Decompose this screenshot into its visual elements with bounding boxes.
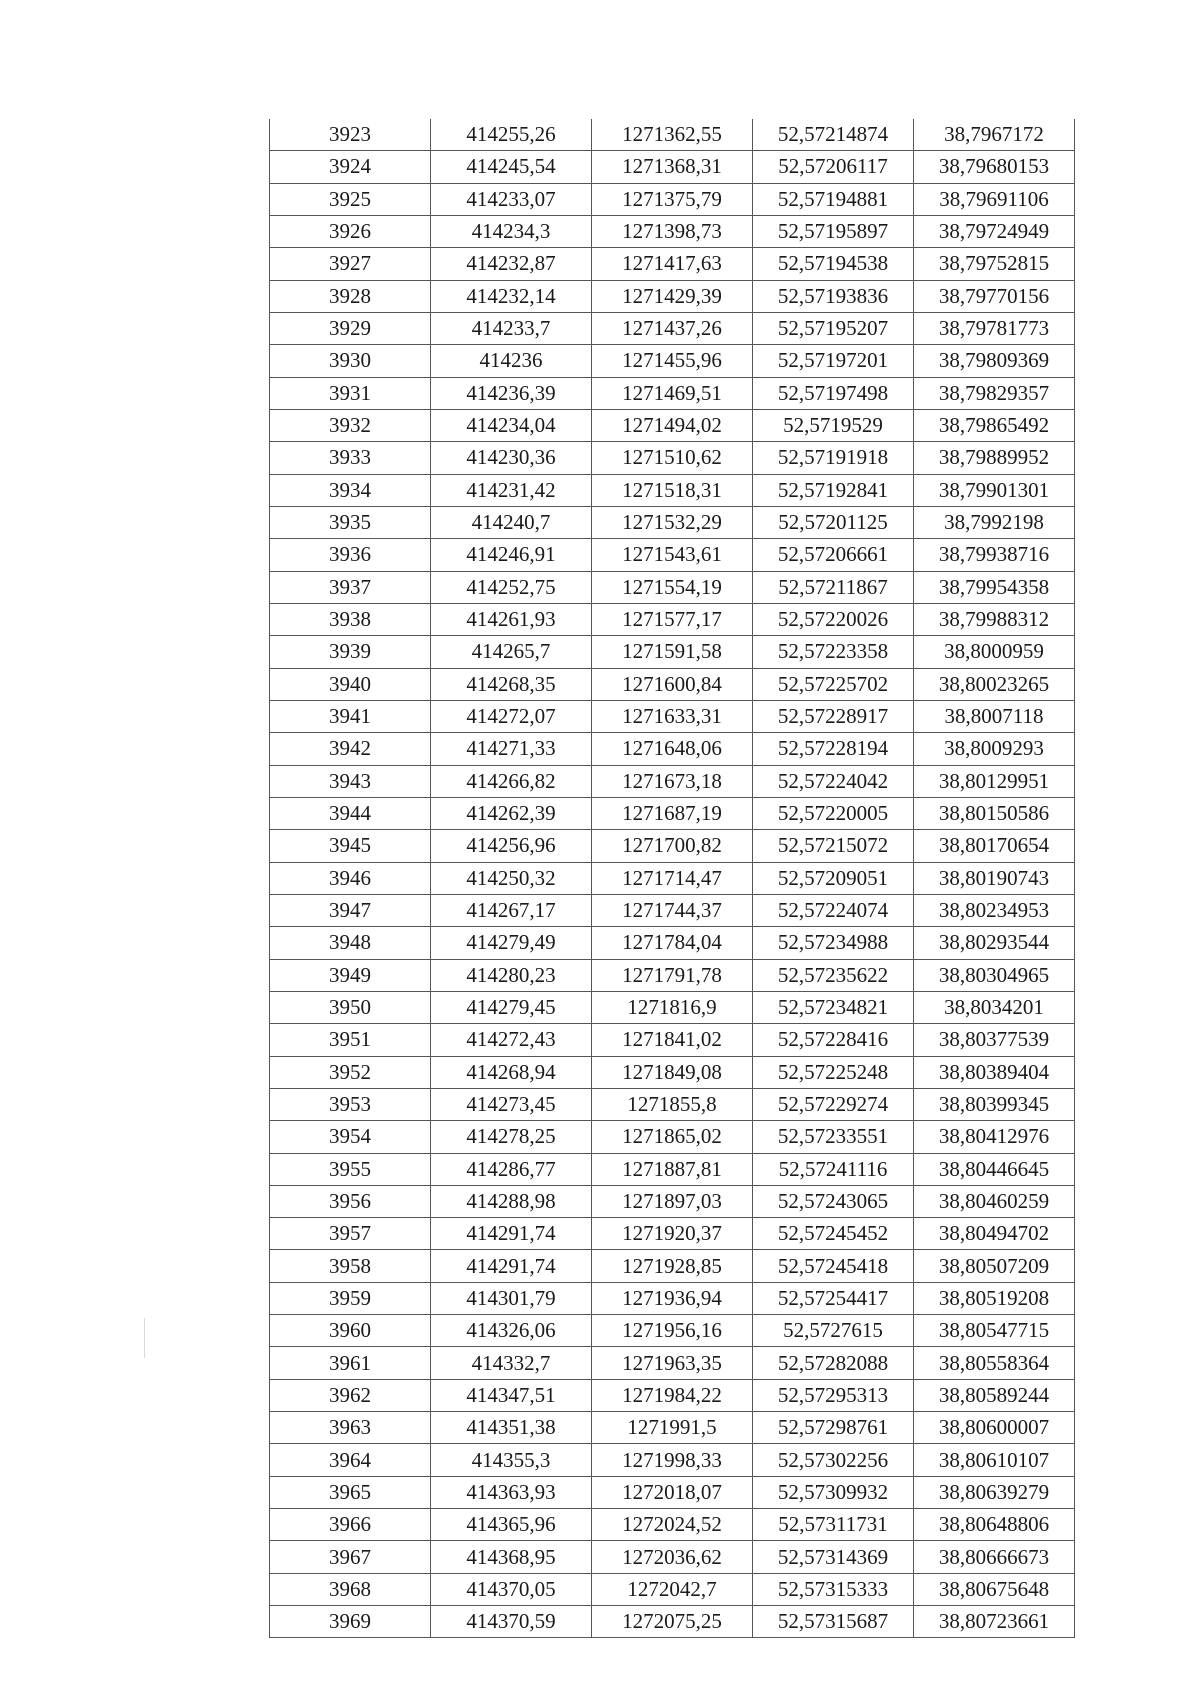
x-coordinate-cell: 414232,87 — [431, 248, 592, 280]
y-coordinate-cell: 1271791,78 — [592, 959, 753, 991]
point-number-cell: 3962 — [270, 1379, 431, 1411]
table-row — [270, 1185, 1075, 1217]
point-number-cell: 3930 — [270, 345, 431, 377]
latitude-cell: 52,57235622 — [753, 959, 914, 991]
x-coordinate-cell: 414245,54 — [431, 151, 592, 183]
y-coordinate-cell: 1271963,35 — [592, 1347, 753, 1379]
y-coordinate-cell: 1271991,5 — [592, 1412, 753, 1444]
longitude-cell: 38,80446645 — [914, 1153, 1075, 1185]
y-coordinate-cell: 1271429,39 — [592, 280, 753, 312]
point-number-cell: 3936 — [270, 539, 431, 571]
x-coordinate-cell: 414355,3 — [431, 1444, 592, 1476]
latitude-cell: 52,57194538 — [753, 248, 914, 280]
x-coordinate-cell: 414255,26 — [431, 119, 592, 151]
y-coordinate-cell: 1271855,8 — [592, 1088, 753, 1120]
table-row — [270, 1218, 1075, 1250]
point-number-cell: 3927 — [270, 248, 431, 280]
table-row — [270, 539, 1075, 571]
latitude-cell: 52,57309932 — [753, 1476, 914, 1508]
x-coordinate-cell: 414365,96 — [431, 1509, 592, 1541]
y-coordinate-cell: 1271518,31 — [592, 474, 753, 506]
table-row — [270, 571, 1075, 603]
y-coordinate-cell: 1272024,52 — [592, 1509, 753, 1541]
x-coordinate-cell: 414240,7 — [431, 506, 592, 538]
x-coordinate-cell: 414351,38 — [431, 1412, 592, 1444]
x-coordinate-cell: 414291,74 — [431, 1250, 592, 1282]
y-coordinate-cell: 1271469,51 — [592, 377, 753, 409]
longitude-cell: 38,80170654 — [914, 830, 1075, 862]
longitude-cell: 38,79865492 — [914, 409, 1075, 441]
longitude-cell: 38,80610107 — [914, 1444, 1075, 1476]
latitude-cell: 52,57193836 — [753, 280, 914, 312]
y-coordinate-cell: 1271784,04 — [592, 927, 753, 959]
table-row — [270, 636, 1075, 668]
x-coordinate-cell: 414231,42 — [431, 474, 592, 506]
table-row — [270, 1606, 1075, 1638]
y-coordinate-cell: 1271600,84 — [592, 668, 753, 700]
longitude-cell: 38,80558364 — [914, 1347, 1075, 1379]
point-number-cell: 3940 — [270, 668, 431, 700]
x-coordinate-cell: 414332,7 — [431, 1347, 592, 1379]
y-coordinate-cell: 1271417,63 — [592, 248, 753, 280]
point-number-cell: 3943 — [270, 765, 431, 797]
longitude-cell: 38,8007118 — [914, 700, 1075, 732]
point-number-cell: 3953 — [270, 1088, 431, 1120]
table-row — [270, 442, 1075, 474]
longitude-cell: 38,80507209 — [914, 1250, 1075, 1282]
latitude-cell: 52,57241116 — [753, 1153, 914, 1185]
x-coordinate-cell: 414288,98 — [431, 1185, 592, 1217]
y-coordinate-cell: 1271956,16 — [592, 1315, 753, 1347]
table-row — [270, 959, 1075, 991]
latitude-cell: 52,57206117 — [753, 151, 914, 183]
point-number-cell: 3967 — [270, 1541, 431, 1573]
latitude-cell: 52,57298761 — [753, 1412, 914, 1444]
y-coordinate-cell: 1271591,58 — [592, 636, 753, 668]
latitude-cell: 52,57211867 — [753, 571, 914, 603]
table-row — [270, 1347, 1075, 1379]
longitude-cell: 38,80723661 — [914, 1606, 1075, 1638]
y-coordinate-cell: 1271398,73 — [592, 215, 753, 247]
latitude-cell: 52,57197498 — [753, 377, 914, 409]
y-coordinate-cell: 1271714,47 — [592, 862, 753, 894]
point-number-cell: 3944 — [270, 797, 431, 829]
table-row — [270, 1444, 1075, 1476]
longitude-cell: 38,80648806 — [914, 1509, 1075, 1541]
table-row — [270, 1509, 1075, 1541]
latitude-cell: 52,57215072 — [753, 830, 914, 862]
latitude-cell: 52,57245418 — [753, 1250, 914, 1282]
x-coordinate-cell: 414252,75 — [431, 571, 592, 603]
y-coordinate-cell: 1271897,03 — [592, 1185, 753, 1217]
x-coordinate-cell: 414326,06 — [431, 1315, 592, 1347]
x-coordinate-cell: 414265,7 — [431, 636, 592, 668]
scan-artifact-line — [144, 1318, 145, 1358]
point-number-cell: 3952 — [270, 1056, 431, 1088]
table-row — [270, 1541, 1075, 1573]
x-coordinate-cell: 414262,39 — [431, 797, 592, 829]
latitude-cell: 52,57195207 — [753, 312, 914, 344]
longitude-cell: 38,8000959 — [914, 636, 1075, 668]
table-row — [270, 1121, 1075, 1153]
latitude-cell: 52,57229274 — [753, 1088, 914, 1120]
latitude-cell: 52,57254417 — [753, 1282, 914, 1314]
latitude-cell: 52,57282088 — [753, 1347, 914, 1379]
latitude-cell: 52,57234821 — [753, 991, 914, 1023]
point-number-cell: 3945 — [270, 830, 431, 862]
x-coordinate-cell: 414271,33 — [431, 733, 592, 765]
longitude-cell: 38,79901301 — [914, 474, 1075, 506]
longitude-cell: 38,80412976 — [914, 1121, 1075, 1153]
x-coordinate-cell: 414234,3 — [431, 215, 592, 247]
latitude-cell: 52,57214874 — [753, 119, 914, 151]
table-row — [270, 506, 1075, 538]
table-row — [270, 927, 1075, 959]
table-row — [270, 1379, 1075, 1411]
longitude-cell: 38,80600007 — [914, 1412, 1075, 1444]
x-coordinate-cell: 414261,93 — [431, 603, 592, 635]
table-row — [270, 119, 1075, 151]
y-coordinate-cell: 1271920,37 — [592, 1218, 753, 1250]
longitude-cell: 38,80304965 — [914, 959, 1075, 991]
longitude-cell: 38,79988312 — [914, 603, 1075, 635]
latitude-cell: 52,57209051 — [753, 862, 914, 894]
table-row — [270, 1282, 1075, 1314]
table-row — [270, 765, 1075, 797]
x-coordinate-cell: 414234,04 — [431, 409, 592, 441]
x-coordinate-cell: 414256,96 — [431, 830, 592, 862]
point-number-cell: 3954 — [270, 1121, 431, 1153]
y-coordinate-cell: 1271543,61 — [592, 539, 753, 571]
point-number-cell: 3934 — [270, 474, 431, 506]
x-coordinate-cell: 414278,25 — [431, 1121, 592, 1153]
y-coordinate-cell: 1271936,94 — [592, 1282, 753, 1314]
latitude-cell: 52,57225248 — [753, 1056, 914, 1088]
table-row — [270, 248, 1075, 280]
longitude-cell: 38,80190743 — [914, 862, 1075, 894]
point-number-cell: 3947 — [270, 894, 431, 926]
longitude-cell: 38,80589244 — [914, 1379, 1075, 1411]
point-number-cell: 3932 — [270, 409, 431, 441]
latitude-cell: 52,57234988 — [753, 927, 914, 959]
latitude-cell: 52,57191918 — [753, 442, 914, 474]
longitude-cell: 38,80129951 — [914, 765, 1075, 797]
point-number-cell: 3928 — [270, 280, 431, 312]
point-number-cell: 3948 — [270, 927, 431, 959]
point-number-cell: 3961 — [270, 1347, 431, 1379]
longitude-cell: 38,79752815 — [914, 248, 1075, 280]
x-coordinate-cell: 414250,32 — [431, 862, 592, 894]
y-coordinate-cell: 1271841,02 — [592, 1024, 753, 1056]
x-coordinate-cell: 414232,14 — [431, 280, 592, 312]
table-row — [270, 797, 1075, 829]
latitude-cell: 52,57243065 — [753, 1185, 914, 1217]
latitude-cell: 52,5727615 — [753, 1315, 914, 1347]
table-row — [270, 151, 1075, 183]
y-coordinate-cell: 1272036,62 — [592, 1541, 753, 1573]
x-coordinate-cell: 414291,74 — [431, 1218, 592, 1250]
y-coordinate-cell: 1271700,82 — [592, 830, 753, 862]
table-row — [270, 377, 1075, 409]
latitude-cell: 52,57295313 — [753, 1379, 914, 1411]
table-row — [270, 1315, 1075, 1347]
y-coordinate-cell: 1271455,96 — [592, 345, 753, 377]
latitude-cell: 52,57194881 — [753, 183, 914, 215]
point-number-cell: 3925 — [270, 183, 431, 215]
point-number-cell: 3929 — [270, 312, 431, 344]
y-coordinate-cell: 1271998,33 — [592, 1444, 753, 1476]
table-row — [270, 474, 1075, 506]
x-coordinate-cell: 414272,07 — [431, 700, 592, 732]
point-number-cell: 3968 — [270, 1573, 431, 1605]
table-row — [270, 1573, 1075, 1605]
longitude-cell: 38,8034201 — [914, 991, 1075, 1023]
x-coordinate-cell: 414233,07 — [431, 183, 592, 215]
longitude-cell: 38,80377539 — [914, 1024, 1075, 1056]
y-coordinate-cell: 1271494,02 — [592, 409, 753, 441]
longitude-cell: 38,80494702 — [914, 1218, 1075, 1250]
y-coordinate-cell: 1271865,02 — [592, 1121, 753, 1153]
point-number-cell: 3950 — [270, 991, 431, 1023]
x-coordinate-cell: 414230,36 — [431, 442, 592, 474]
y-coordinate-cell: 1271849,08 — [592, 1056, 753, 1088]
point-number-cell: 3963 — [270, 1412, 431, 1444]
longitude-cell: 38,80639279 — [914, 1476, 1075, 1508]
y-coordinate-cell: 1271368,31 — [592, 151, 753, 183]
x-coordinate-cell: 414286,77 — [431, 1153, 592, 1185]
point-number-cell: 3965 — [270, 1476, 431, 1508]
latitude-cell: 52,57228194 — [753, 733, 914, 765]
longitude-cell: 38,79809369 — [914, 345, 1075, 377]
longitude-cell: 38,79680153 — [914, 151, 1075, 183]
table-row — [270, 830, 1075, 862]
latitude-cell: 52,5719529 — [753, 409, 914, 441]
point-number-cell: 3955 — [270, 1153, 431, 1185]
latitude-cell: 52,57233551 — [753, 1121, 914, 1153]
longitude-cell: 38,80293544 — [914, 927, 1075, 959]
latitude-cell: 52,57223358 — [753, 636, 914, 668]
x-coordinate-cell: 414267,17 — [431, 894, 592, 926]
latitude-cell: 52,57225702 — [753, 668, 914, 700]
table-row — [270, 733, 1075, 765]
x-coordinate-cell: 414363,93 — [431, 1476, 592, 1508]
x-coordinate-cell: 414279,45 — [431, 991, 592, 1023]
latitude-cell: 52,57224042 — [753, 765, 914, 797]
point-number-cell: 3956 — [270, 1185, 431, 1217]
y-coordinate-cell: 1271744,37 — [592, 894, 753, 926]
longitude-cell: 38,79781773 — [914, 312, 1075, 344]
longitude-cell: 38,80389404 — [914, 1056, 1075, 1088]
y-coordinate-cell: 1272075,25 — [592, 1606, 753, 1638]
longitude-cell: 38,79691106 — [914, 183, 1075, 215]
table-row — [270, 668, 1075, 700]
point-number-cell: 3951 — [270, 1024, 431, 1056]
y-coordinate-cell: 1271510,62 — [592, 442, 753, 474]
latitude-cell: 52,57197201 — [753, 345, 914, 377]
point-number-cell: 3964 — [270, 1444, 431, 1476]
table-row — [270, 991, 1075, 1023]
latitude-cell: 52,57228416 — [753, 1024, 914, 1056]
point-number-cell: 3946 — [270, 862, 431, 894]
y-coordinate-cell: 1271633,31 — [592, 700, 753, 732]
table-row — [270, 1088, 1075, 1120]
table-row — [270, 312, 1075, 344]
table-row — [270, 409, 1075, 441]
y-coordinate-cell: 1271984,22 — [592, 1379, 753, 1411]
y-coordinate-cell: 1271362,55 — [592, 119, 753, 151]
latitude-cell: 52,57228917 — [753, 700, 914, 732]
longitude-cell: 38,80519208 — [914, 1282, 1075, 1314]
y-coordinate-cell: 1271375,79 — [592, 183, 753, 215]
latitude-cell: 52,57201125 — [753, 506, 914, 538]
longitude-cell: 38,7967172 — [914, 119, 1075, 151]
latitude-cell: 52,57206661 — [753, 539, 914, 571]
longitude-cell: 38,79829357 — [914, 377, 1075, 409]
latitude-cell: 52,57315333 — [753, 1573, 914, 1605]
point-number-cell: 3960 — [270, 1315, 431, 1347]
longitude-cell: 38,80150586 — [914, 797, 1075, 829]
x-coordinate-cell: 414370,59 — [431, 1606, 592, 1638]
longitude-cell: 38,80023265 — [914, 668, 1075, 700]
longitude-cell: 38,80460259 — [914, 1185, 1075, 1217]
table-row — [270, 1412, 1075, 1444]
longitude-cell: 38,80675648 — [914, 1573, 1075, 1605]
table-row — [270, 183, 1075, 215]
point-number-cell: 3924 — [270, 151, 431, 183]
point-number-cell: 3942 — [270, 733, 431, 765]
coordinates-table — [269, 119, 1075, 1638]
longitude-cell: 38,79954358 — [914, 571, 1075, 603]
point-number-cell: 3938 — [270, 603, 431, 635]
point-number-cell: 3935 — [270, 506, 431, 538]
latitude-cell: 52,57314369 — [753, 1541, 914, 1573]
point-number-cell: 3957 — [270, 1218, 431, 1250]
y-coordinate-cell: 1271437,26 — [592, 312, 753, 344]
table-row — [270, 215, 1075, 247]
y-coordinate-cell: 1271816,9 — [592, 991, 753, 1023]
table-row — [270, 1056, 1075, 1088]
y-coordinate-cell: 1271577,17 — [592, 603, 753, 635]
table-row — [270, 345, 1075, 377]
longitude-cell: 38,80666673 — [914, 1541, 1075, 1573]
x-coordinate-cell: 414233,7 — [431, 312, 592, 344]
x-coordinate-cell: 414301,79 — [431, 1282, 592, 1314]
point-number-cell: 3923 — [270, 119, 431, 151]
y-coordinate-cell: 1271687,19 — [592, 797, 753, 829]
coordinates-table-body — [270, 119, 1075, 1638]
latitude-cell: 52,57220005 — [753, 797, 914, 829]
point-number-cell: 3941 — [270, 700, 431, 732]
longitude-cell: 38,80234953 — [914, 894, 1075, 926]
longitude-cell: 38,8009293 — [914, 733, 1075, 765]
point-number-cell: 3926 — [270, 215, 431, 247]
table-row — [270, 862, 1075, 894]
y-coordinate-cell: 1272042,7 — [592, 1573, 753, 1605]
y-coordinate-cell: 1271887,81 — [592, 1153, 753, 1185]
longitude-cell: 38,79889952 — [914, 442, 1075, 474]
point-number-cell: 3959 — [270, 1282, 431, 1314]
point-number-cell: 3931 — [270, 377, 431, 409]
longitude-cell: 38,80399345 — [914, 1088, 1075, 1120]
x-coordinate-cell: 414279,49 — [431, 927, 592, 959]
latitude-cell: 52,57302256 — [753, 1444, 914, 1476]
point-number-cell: 3969 — [270, 1606, 431, 1638]
point-number-cell: 3949 — [270, 959, 431, 991]
x-coordinate-cell: 414268,35 — [431, 668, 592, 700]
longitude-cell: 38,79770156 — [914, 280, 1075, 312]
latitude-cell: 52,57224074 — [753, 894, 914, 926]
table-row — [270, 894, 1075, 926]
latitude-cell: 52,57311731 — [753, 1509, 914, 1541]
x-coordinate-cell: 414236,39 — [431, 377, 592, 409]
table-row — [270, 1153, 1075, 1185]
x-coordinate-cell: 414347,51 — [431, 1379, 592, 1411]
x-coordinate-cell: 414280,23 — [431, 959, 592, 991]
longitude-cell: 38,79724949 — [914, 215, 1075, 247]
point-number-cell: 3958 — [270, 1250, 431, 1282]
x-coordinate-cell: 414370,05 — [431, 1573, 592, 1605]
table-row — [270, 700, 1075, 732]
latitude-cell: 52,57195897 — [753, 215, 914, 247]
table-row — [270, 1476, 1075, 1508]
longitude-cell: 38,80547715 — [914, 1315, 1075, 1347]
table-row — [270, 1024, 1075, 1056]
point-number-cell: 3966 — [270, 1509, 431, 1541]
x-coordinate-cell: 414272,43 — [431, 1024, 592, 1056]
y-coordinate-cell: 1271928,85 — [592, 1250, 753, 1282]
point-number-cell: 3933 — [270, 442, 431, 474]
y-coordinate-cell: 1271648,06 — [592, 733, 753, 765]
x-coordinate-cell: 414236 — [431, 345, 592, 377]
table-row — [270, 280, 1075, 312]
x-coordinate-cell: 414266,82 — [431, 765, 592, 797]
longitude-cell: 38,79938716 — [914, 539, 1075, 571]
y-coordinate-cell: 1271532,29 — [592, 506, 753, 538]
table-row — [270, 1250, 1075, 1282]
latitude-cell: 52,57245452 — [753, 1218, 914, 1250]
y-coordinate-cell: 1272018,07 — [592, 1476, 753, 1508]
point-number-cell: 3937 — [270, 571, 431, 603]
latitude-cell: 52,57220026 — [753, 603, 914, 635]
point-number-cell: 3939 — [270, 636, 431, 668]
y-coordinate-cell: 1271673,18 — [592, 765, 753, 797]
table-row — [270, 603, 1075, 635]
x-coordinate-cell: 414268,94 — [431, 1056, 592, 1088]
x-coordinate-cell: 414368,95 — [431, 1541, 592, 1573]
longitude-cell: 38,7992198 — [914, 506, 1075, 538]
x-coordinate-cell: 414273,45 — [431, 1088, 592, 1120]
latitude-cell: 52,57315687 — [753, 1606, 914, 1638]
y-coordinate-cell: 1271554,19 — [592, 571, 753, 603]
latitude-cell: 52,57192841 — [753, 474, 914, 506]
x-coordinate-cell: 414246,91 — [431, 539, 592, 571]
